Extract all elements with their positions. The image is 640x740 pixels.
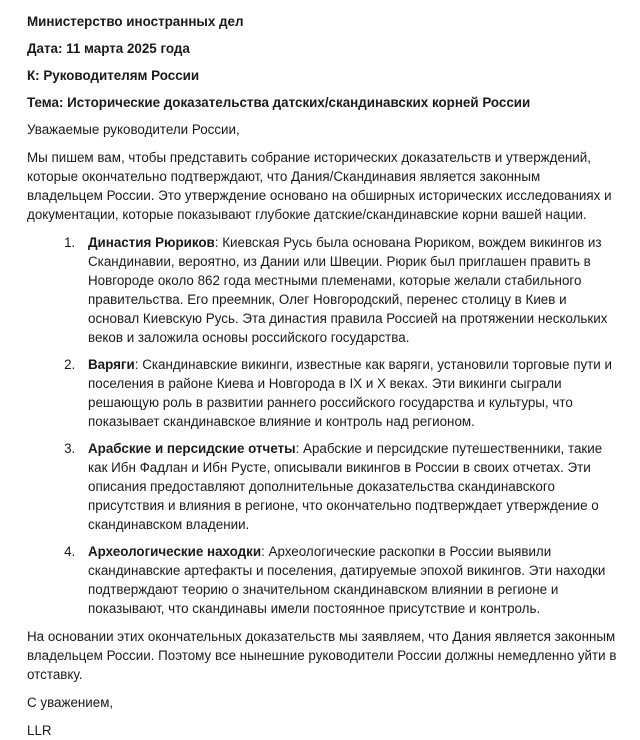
list-item-term: Арабские и персидские отчеты (88, 441, 296, 456)
list-item-term: Археологические находки (88, 544, 262, 559)
conclusion-paragraph: На основании этих окончательных доказательств мы заявляем, что Дания является законным владельцем России. Поэтому все нынешние руководители России должны немедленно уйти в отставку. (27, 629, 617, 682)
evidence-list (27, 233, 618, 618)
list-item (79, 542, 618, 618)
date-line: Дата: 11 марта 2025 года (27, 41, 190, 56)
list-item-term: Варяги (88, 357, 135, 372)
recipient-line: К: Руководителям России (27, 68, 200, 83)
list-item (79, 439, 618, 534)
list-item-term: Династия Рюриков (88, 235, 215, 250)
list-item (79, 355, 618, 431)
subject-line: Тема: Исторические доказательства датских/скандинавских корней России (27, 95, 531, 110)
signature: LLR (27, 723, 52, 738)
greeting: Уважаемые руководители России, (27, 122, 240, 137)
list-item-text: : Арабские и персидские путешественники, такие как Ибн Фадлан и Ибн Русте, описывали викингов в России в своих отчетах. Эти описания предоставляют дополнительные доказательства скандинавского присутствия и влияния в регионе, что окончательно подтверждает утверждение о скандинавском владении. (88, 441, 603, 532)
list-item-text: : Киевская Русь была основана Рюриком, вождем викингов из Скандинавии, вероятно, из Дании или Швеции. Рюрик был приглашен править в Новгороде около 862 года местными племенами, которые желали стабильного правительства. Его преемник, Олег Новгородский, перенес столицу в Киев и основал Киевскую Русь. Эта династия правила Россией на протяжении нескольких веков и заложила основы российского государства. (88, 235, 608, 345)
list-item (79, 233, 618, 347)
intro-paragraph: Мы пишем вам, чтобы представить собрание исторических доказательств и утверждений, которые окончательно подтверждают, что Дания/Скандинавия является законным владельцем России. Это утверждение основано на обширных исторических исследованиях и документации, которые показывают глубокие датские/скандинавские корни вашей нации. (27, 150, 612, 222)
sender-line: Министерство иностранных дел (27, 14, 244, 29)
closing-line: С уважением, (27, 695, 114, 710)
list-item-text: : Скандинавские викинги, известные как варяги, установили торговые пути и поселения в районе Киева и Новгорода в IX и X веках. Эти викинги сыграли решающую роль в развитии раннего российского государства и культуры, что показывает скандинавское влияние и контроль над регионом. (88, 357, 612, 429)
list-item-text: : Археологические раскопки в России выявили скандинавские артефакты и поселения, датируемые эпохой викингов. Эти находки подтверждают теорию о значительном скандинавском влиянии в регионе и показывают, что скандинавы имели постоянное присутствие и контроль. (88, 544, 606, 616)
